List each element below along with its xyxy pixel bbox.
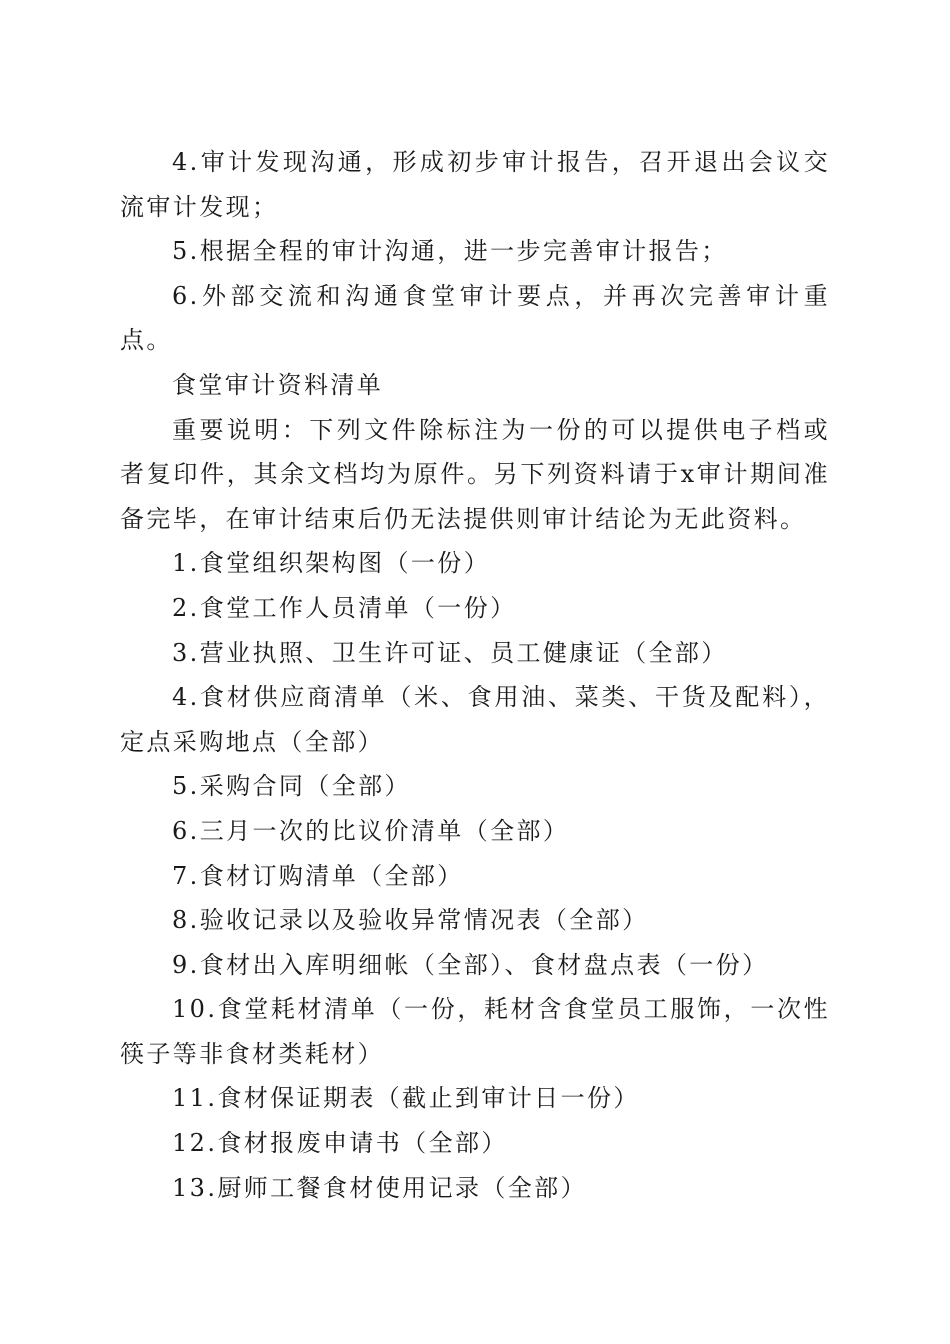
list-item: 2.食堂工作人员清单（一份） bbox=[172, 593, 517, 622]
list-item: 7.食材订购清单（全部） bbox=[172, 861, 464, 890]
paragraph-step-6: 6.外部交流和沟通食堂审计要点，并再次完善审计重点。 bbox=[120, 281, 830, 355]
section-heading: 食堂审计资料清单 bbox=[172, 370, 384, 399]
list-item: 6.三月一次的比议价清单（全部） bbox=[172, 816, 570, 845]
list-item: 5.采购合同（全部） bbox=[172, 772, 411, 801]
list-item: 10.食堂耗材清单（一份，耗材含食堂员工服饰，一次性筷子等非食材类耗材） bbox=[120, 995, 830, 1068]
paragraph-step-5: 5.根据全程的审计沟通，进一步完善审计报告； bbox=[172, 237, 728, 266]
important-note: 重要说明：下列文件除标注为一份的可以提供电子档或者复印件，其余文档均为原件。另下列资料请于x审计期间准备完毕，在审计结束后仍无法提供则审计结论为无此资料。 bbox=[120, 415, 830, 533]
document-body bbox=[120, 140, 830, 1210]
list-item: 13.厨师工餐食材使用记录（全部） bbox=[172, 1173, 587, 1202]
list-item: 3.营业执照、卫生许可证、员工健康证（全部） bbox=[172, 638, 728, 667]
list-item: 4.食材供应商清单（米、食用油、菜类、干货及配料），定点采购地点（全部） bbox=[120, 683, 830, 756]
list-item: 11.食材保证期表（截止到审计日一份） bbox=[172, 1084, 640, 1113]
list-item: 1.食堂组织架构图（一份） bbox=[172, 549, 491, 578]
list-item: 8.验收记录以及验收异常情况表（全部） bbox=[172, 906, 649, 935]
list-item: 9.食材出入库明细帐（全部）、食材盘点表（一份） bbox=[172, 950, 769, 979]
list-item: 12.食材报废申请书（全部） bbox=[172, 1129, 508, 1158]
paragraph-step-4: 4.审计发现沟通，形成初步审计报告，召开退出会议交流审计发现； bbox=[120, 148, 830, 221]
